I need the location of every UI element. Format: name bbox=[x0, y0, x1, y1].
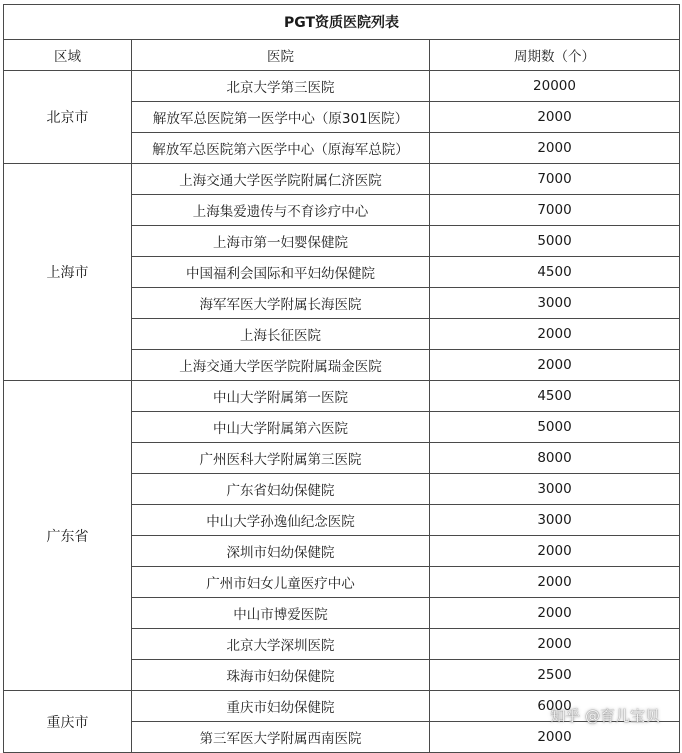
cycles-cell: 2500 bbox=[430, 660, 680, 691]
hospital-cell: 深圳市妇幼保健院 bbox=[132, 536, 430, 567]
header-region: 区域 bbox=[4, 40, 132, 71]
hospital-cell: 中山大学附属第一医院 bbox=[132, 381, 430, 412]
header-cycles: 周期数（个） bbox=[430, 40, 680, 71]
hospital-cell: 海军军医大学附属长海医院 bbox=[132, 288, 430, 319]
region-cell: 北京市 bbox=[4, 71, 132, 164]
hospital-cell: 中山大学孙逸仙纪念医院 bbox=[132, 505, 430, 536]
cycles-cell: 7000 bbox=[430, 195, 680, 226]
hospital-cell: 中山大学附属第六医院 bbox=[132, 412, 430, 443]
hospital-cell: 解放军总医院第六医学中心（原海军总院） bbox=[132, 133, 430, 164]
hospital-cell: 解放军总医院第一医学中心（原301医院） bbox=[132, 102, 430, 133]
cycles-cell: 7000 bbox=[430, 164, 680, 195]
hospital-cell: 上海市第一妇婴保健院 bbox=[132, 226, 430, 257]
cycles-cell: 2000 bbox=[430, 319, 680, 350]
cycles-cell: 2000 bbox=[430, 102, 680, 133]
table-title: PGT资质医院列表 bbox=[4, 5, 680, 40]
hospital-cell: 上海交通大学医学院附属瑞金医院 bbox=[132, 350, 430, 381]
cycles-cell: 2000 bbox=[430, 350, 680, 381]
hospital-cell: 中国福利会国际和平妇幼保健院 bbox=[132, 257, 430, 288]
table-row bbox=[4, 71, 680, 102]
cycles-cell: 3000 bbox=[430, 505, 680, 536]
watermark: 知乎 @育儿宝贝 bbox=[550, 707, 660, 725]
cycles-cell: 2000 bbox=[430, 629, 680, 660]
header-row bbox=[4, 40, 680, 71]
table-row bbox=[4, 691, 680, 722]
cycles-cell: 2000 bbox=[430, 133, 680, 164]
hospital-cell: 中山市博爱医院 bbox=[132, 598, 430, 629]
hospital-cell: 北京大学深圳医院 bbox=[132, 629, 430, 660]
hospital-cell: 广东省妇幼保健院 bbox=[132, 474, 430, 505]
cycles-cell: 6000 bbox=[430, 691, 680, 722]
hospital-cell: 重庆市妇幼保健院 bbox=[132, 691, 430, 722]
table-row bbox=[4, 381, 680, 412]
table-row bbox=[4, 164, 680, 195]
cycles-cell: 2000 bbox=[430, 598, 680, 629]
hospital-cell: 上海长征医院 bbox=[132, 319, 430, 350]
table-body bbox=[4, 71, 680, 753]
title-row bbox=[4, 5, 680, 40]
region-cell: 上海市 bbox=[4, 164, 132, 381]
cycles-cell: 8000 bbox=[430, 443, 680, 474]
cycles-cell: 2000 bbox=[430, 567, 680, 598]
cycles-cell: 2000 bbox=[430, 536, 680, 567]
region-cell: 广东省 bbox=[4, 381, 132, 691]
region-cell: 重庆市 bbox=[4, 691, 132, 753]
cycles-cell: 4500 bbox=[430, 381, 680, 412]
hospital-cell: 北京大学第三医院 bbox=[132, 71, 430, 102]
cycles-cell: 2000 bbox=[430, 722, 680, 753]
hospital-cell: 广州医科大学附属第三医院 bbox=[132, 443, 430, 474]
hospital-cell: 广州市妇女儿童医疗中心 bbox=[132, 567, 430, 598]
cycles-cell: 5000 bbox=[430, 412, 680, 443]
hospital-cell: 第三军医大学附属西南医院 bbox=[132, 722, 430, 753]
header-hospital: 医院 bbox=[132, 40, 430, 71]
hospital-cell: 上海交通大学医学院附属仁济医院 bbox=[132, 164, 430, 195]
hospital-cell: 上海集爱遗传与不育诊疗中心 bbox=[132, 195, 430, 226]
cycles-cell: 3000 bbox=[430, 288, 680, 319]
pgt-hospital-table bbox=[3, 4, 680, 753]
hospital-cell: 珠海市妇幼保健院 bbox=[132, 660, 430, 691]
cycles-cell: 5000 bbox=[430, 226, 680, 257]
cycles-cell: 20000 bbox=[430, 71, 680, 102]
cycles-cell: 4500 bbox=[430, 257, 680, 288]
cycles-cell: 3000 bbox=[430, 474, 680, 505]
